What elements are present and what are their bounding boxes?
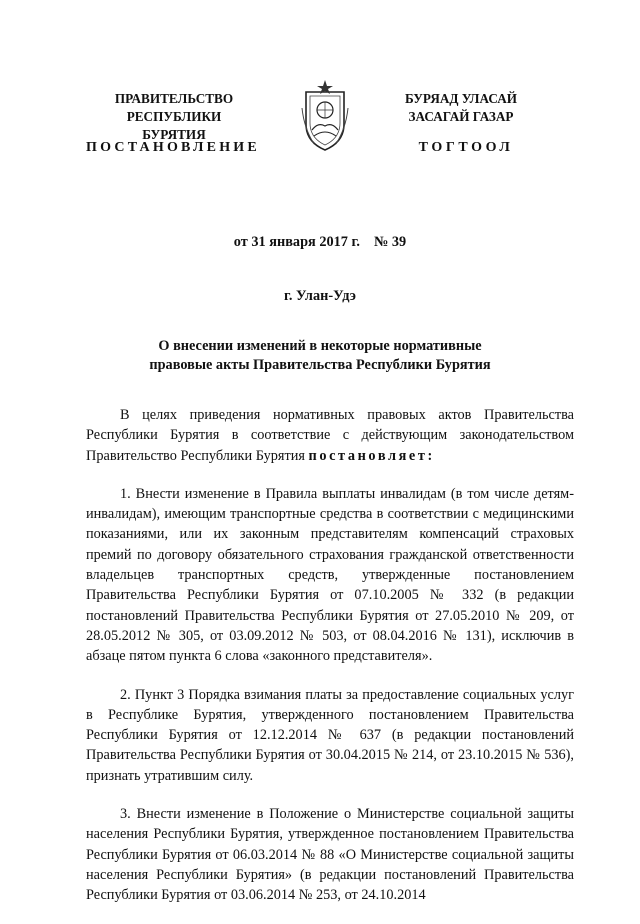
issuer-left-line2: РЕСПУБЛИКИ БУРЯТИЯ <box>126 109 222 142</box>
coat-of-arms-icon <box>300 78 350 154</box>
preamble-text: В целях приведения нормативных правовых актов Правительства Республики Бурятия в соответствие с действующим законодательством Правительство Республики Бурятия <box>86 407 574 464</box>
item-3-paragraph: 3. Внести изменение в Положение о Министерстве социальной защиты населения Республики Бурятия, утвержденное постановлением Правительства Республики Бурятия от 06.03.2014 № 88 «О Министерстве социальной защиты населения Республики Бурятия» (в редакции постановлений Правительства Республики Бурятия от 03.06.2014 № 253, от 24.10.2014 <box>86 806 574 904</box>
issuer-left-line1: ПРАВИТЕЛЬСТВО <box>114 91 234 106</box>
issuer-left <box>108 90 240 144</box>
preamble-paragraph <box>86 405 574 466</box>
resolves-word: постановляет: <box>308 447 435 464</box>
date-number-line <box>0 234 640 251</box>
doctype-left: ПОСТАНОВЛЕНИЕ <box>86 140 260 155</box>
item-1-paragraph: 1. Внести изменение в Правила выплаты инвалидам (в том числе детям-инвалидам), имеющим транспортные средства в соответствии с медицинскими показаниями, или их законным представителям компенсаций страховых премий по договору обязательного страхования гражданской ответственности владельцев транспортных средств, утвержденные постановлением Правительства Республики Бурятия от 07.10.2005 № 332 (в редакции постановлений Правительства Республики Бурятия от 27.05.2010 № 209, от 28.05.2012 № 305, от 03.09.2012 № 503, от 08.04.2016 № 131), исключив в абзаце пятом пункта 6 слова «законного представителя». <box>86 485 574 665</box>
doctype-right: ТОГТООЛ <box>418 140 514 155</box>
document-title <box>0 337 640 375</box>
document-number: № 39 <box>373 234 407 250</box>
document-city: г. Улан-Удэ <box>284 288 356 304</box>
document-date: от 31 января 2017 г. <box>233 234 360 250</box>
document-body <box>86 405 574 924</box>
item-2-paragraph: 2. Пункт 3 Порядка взимания платы за предоставление социальных услуг в Республике Бурятия, утвержденного постановлением Правительства Республики Бурятия от 12.12.2014 № 637 (в редакции постановлений Правительства Республики Бурятия от 30.04.2015 № 214, от 23.10.2015 № 536), признать утратившим силу. <box>86 686 574 784</box>
title-line2: правовые акты Правительства Республики Бурятия <box>149 357 491 373</box>
issuer-right-line2: ЗАСАГАЙ ГАЗАР <box>408 109 514 124</box>
issuer-right-line1: БУРЯАД УЛАСАЙ <box>404 91 518 106</box>
issuer-right <box>394 90 528 126</box>
title-line1: О внесении изменений в некоторые нормативные <box>158 338 482 354</box>
